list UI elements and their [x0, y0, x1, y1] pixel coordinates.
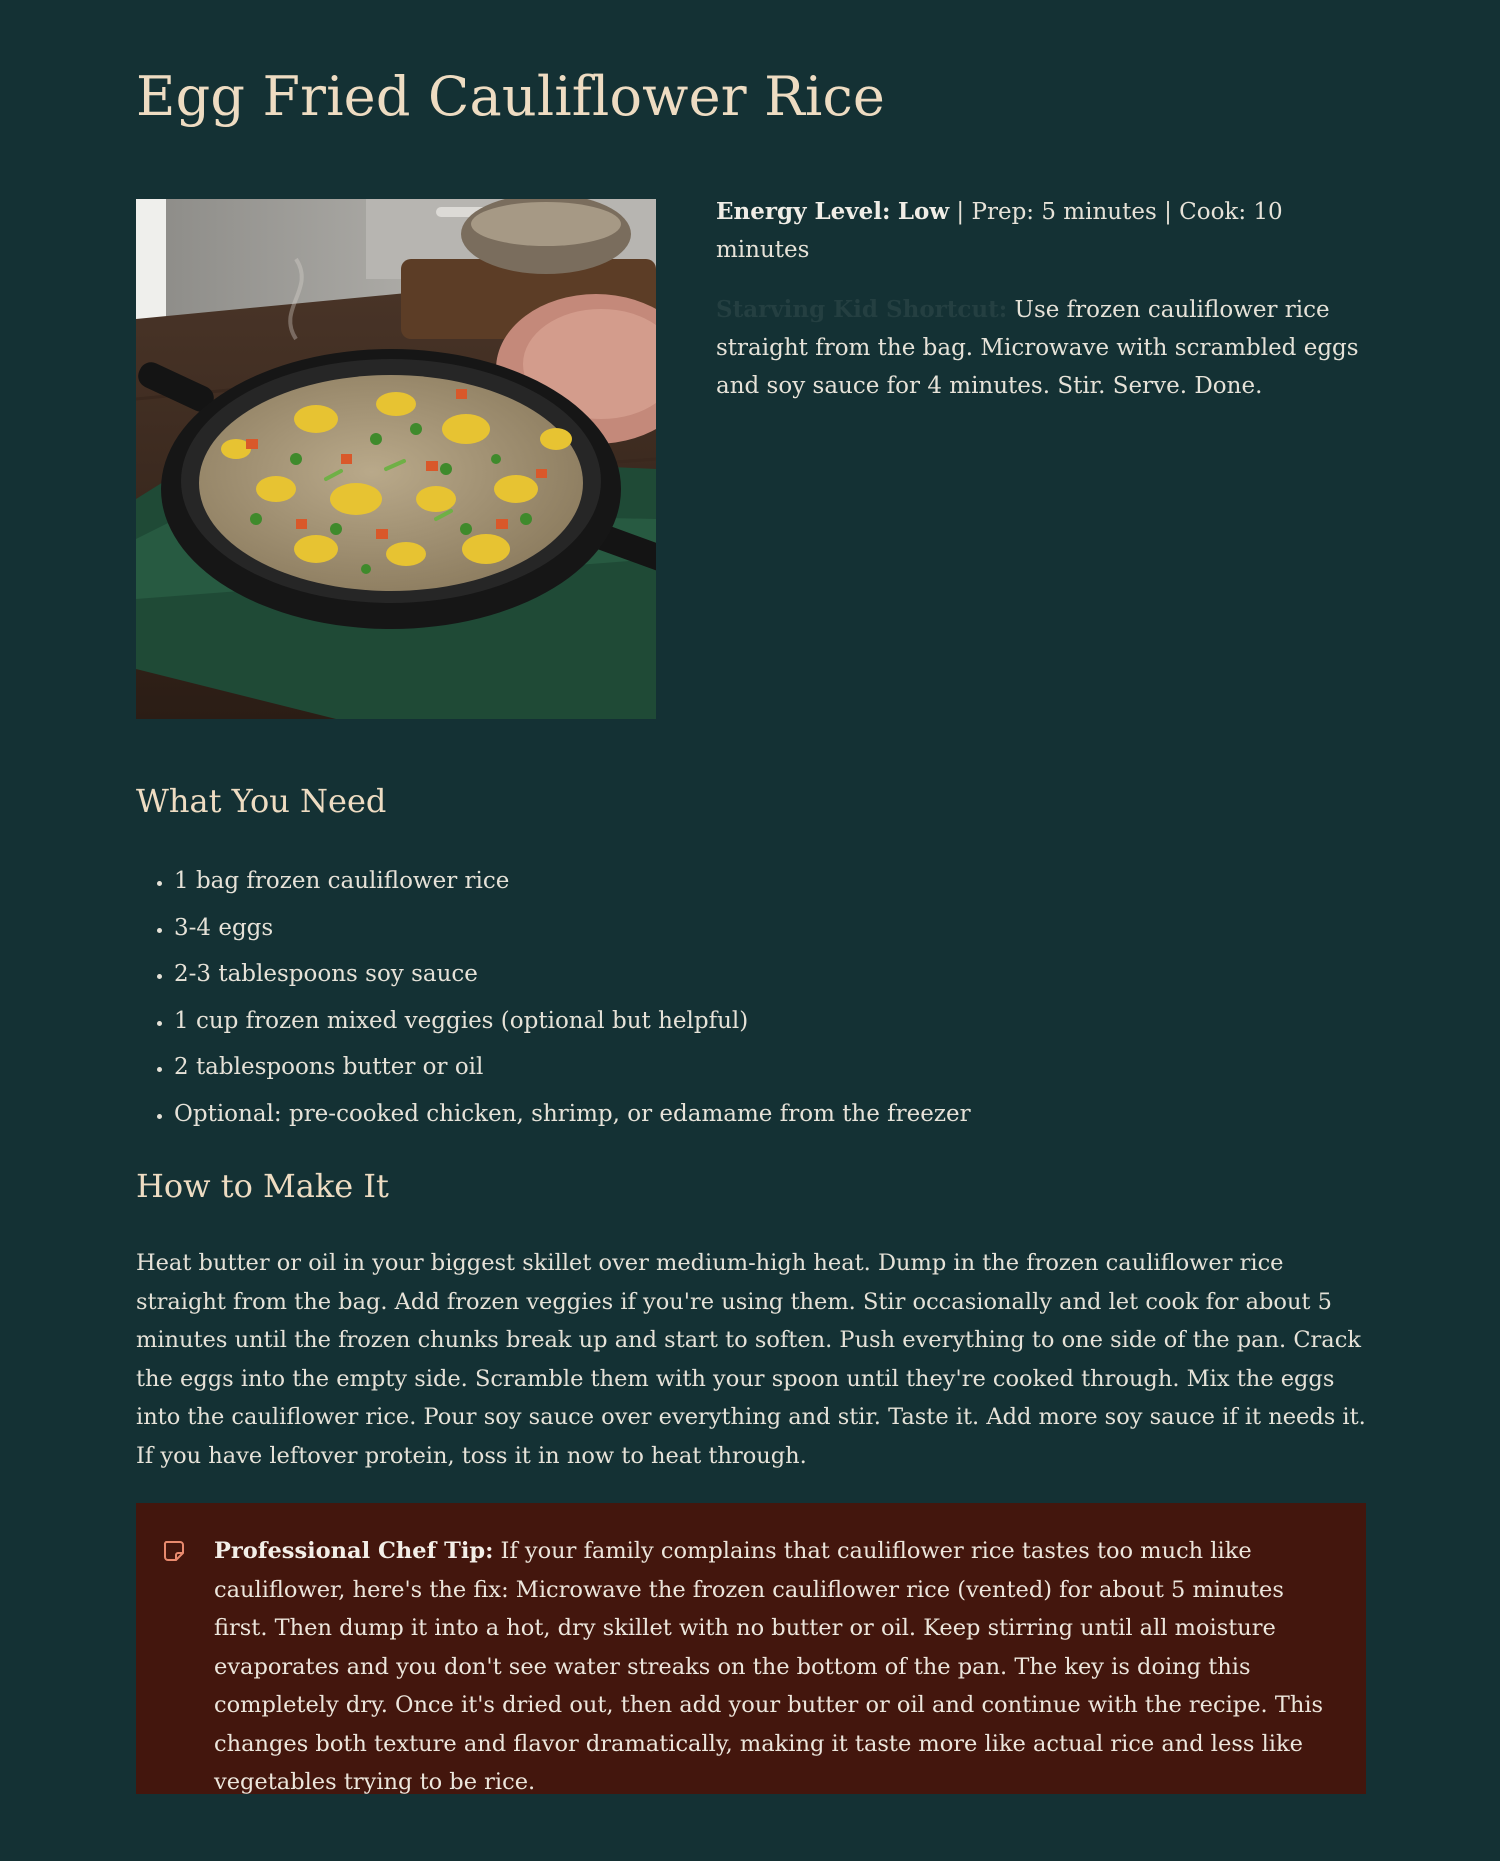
prep-cook-time: | Prep: 5 minutes | Cook: 10 minutes	[716, 199, 1283, 263]
method-heading: How to Make It	[136, 1167, 389, 1205]
chef-tip-box	[136, 1503, 1366, 1794]
sticky-note-icon	[162, 1539, 186, 1563]
list-item: • Optional: pre-cooked chicken, shrimp, or edamame from the freezer	[174, 1091, 1364, 1138]
list-item: • 3-4 eggs	[174, 905, 1364, 952]
method-text: Heat butter or oil in your biggest skillet over medium-high heat. Dump in the frozen cauliflower rice straight from the bag. Add frozen veggies if you're using them. Stir occasionally and let cook for about 5 minutes until the frozen chunks break up and start to soften. Push everything to one side of the pan. Crack the eggs into the empty side. Scramble them with your spoon until they're cooked through. Mix the eggs into the cauliflower rice. Pour soy sauce over everything and stir. Taste it. Add more soy sauce if it needs it. If you have leftover protein, toss it in now to heat through.	[136, 1250, 1366, 1469]
list-item: • 1 cup frozen mixed veggies (optional but helpful)	[174, 998, 1364, 1045]
page-title: Egg Fried Cauliflower Rice	[136, 65, 886, 128]
ingredients-list	[136, 858, 1364, 1138]
chef-tip-body: If your family complains that cauliflower rice tastes too much like cauliflower, here's the fix: Microwave the frozen cauliflower rice (vented) for about 5 minutes first. Then dump it into a hot, dry skillet with no butter or oil. Keep stirring until all moisture evaporates and you don't see water streaks on the bottom of the pan. The key is doing this completely dry. Once it's dried out, then add your butter or oil and continue with the recipe. This changes both texture and flavor dramatically, making it taste more like actual rice and less like vegetables trying to be rice.	[214, 1538, 1324, 1795]
list-item: • 2 tablespoons butter or oil	[174, 1044, 1364, 1091]
chef-tip-text	[214, 1532, 1326, 1802]
list-item: • 2-3 tablespoons soy sauce	[174, 951, 1364, 998]
energy-value: Low	[897, 198, 950, 225]
shortcut-label: Starving Kid Shortcut:	[716, 296, 1008, 323]
recipe-meta	[716, 193, 1366, 269]
shortcut-text: Use frozen cauliflower rice straight from the bag. Microwave with scrambled eggs and soy sauce for 4 minutes. Stir. Serve. Done.	[716, 297, 1359, 399]
shortcut-note	[716, 291, 1366, 405]
chef-tip-label: Professional Chef Tip:	[214, 1538, 494, 1564]
recipe-info	[716, 193, 1366, 405]
ingredients-heading: What You Need	[136, 782, 387, 820]
list-item: • 1 bag frozen cauliflower rice	[174, 858, 1364, 905]
energy-label: Energy Level:	[716, 198, 891, 225]
recipe-photo	[136, 199, 656, 719]
